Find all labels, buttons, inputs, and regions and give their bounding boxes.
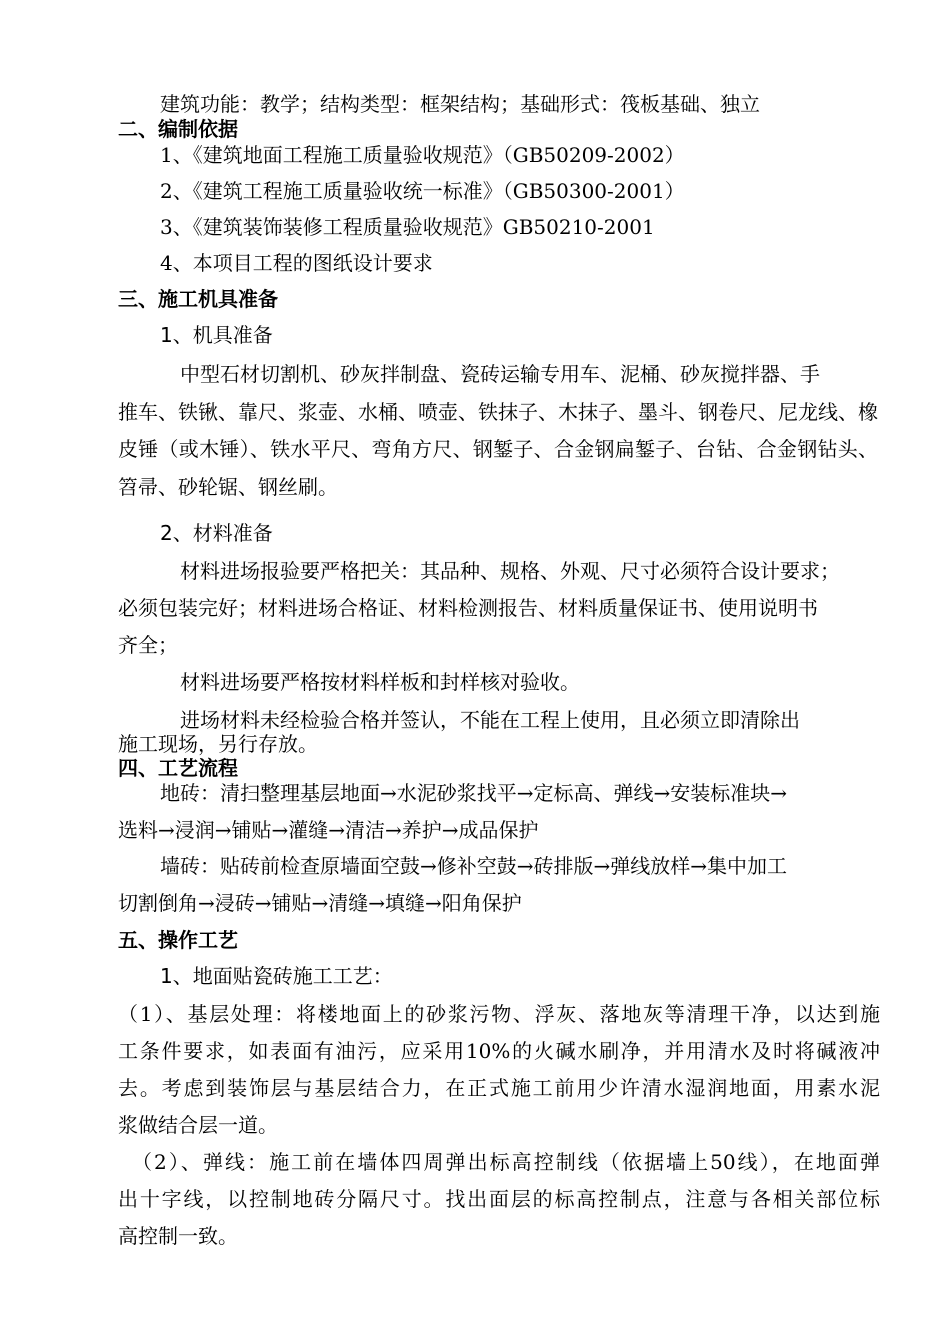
- paragraph-line: 材料进场报验要严格把关：其品种、规格、外观、尺寸必须符合设计要求；: [180, 559, 840, 583]
- paragraph-line: 齐全；: [118, 633, 178, 657]
- paragraph-line: 材料进场要严格按材料样板和封样核对验收。: [180, 670, 580, 694]
- process-line: 墙砖：贴砖前检查原墙面空鼓→修补空鼓→砖排版→弹线放样→集中加工: [160, 854, 788, 878]
- paragraph-line: （1）、基层处理：将楼地面上的砂浆污物、浮灰、落地灰等清理干净，以达到施: [118, 1002, 880, 1026]
- paragraph-line: 推车、铁锹、靠尺、浆壶、水桶、喷壶、铁抹子、木抹子、墨斗、钢卷尺、尼龙线、橡: [118, 400, 878, 424]
- section-heading-2: 二、编制依据: [118, 117, 238, 141]
- paragraph-line: 出十字线，以控制地砖分隔尺寸。找出面层的标高控制点，注意与各相关部位标: [118, 1187, 880, 1211]
- paragraph-line: （2）、弹线：施工前在墙体四周弹出标高控制线（依据墙上50线），在地面弹: [132, 1150, 880, 1174]
- intro-line: 建筑功能：教学；结构类型：框架结构；基础形式：筏板基础、独立: [160, 92, 760, 116]
- section-heading-4: 四、工艺流程: [118, 756, 238, 780]
- subheading: 1、机具准备: [160, 323, 273, 347]
- subheading: 2、材料准备: [160, 521, 273, 545]
- process-line: 选料→浸润→铺贴→灌缝→清洁→养护→成品保护: [118, 818, 539, 842]
- reference-item: 3、《建筑装饰装修工程质量验收规范》GB50210-2001: [160, 215, 655, 239]
- paragraph-line: 必须包装完好；材料进场合格证、材料检测报告、材料质量保证书、使用说明书: [118, 596, 818, 620]
- section-heading-3: 三、施工机具准备: [118, 287, 278, 311]
- reference-item: 4、本项目工程的图纸设计要求: [160, 251, 433, 275]
- paragraph-line: 笤帚、砂轮锯、钢丝刷。: [118, 475, 338, 499]
- paragraph-line: 去。考虑到装饰层与基层结合力，在正式施工前用少许清水湿润地面，用素水泥: [118, 1076, 880, 1100]
- section-heading-5: 五、操作工艺: [118, 928, 238, 952]
- paragraph-line: 中型石材切割机、砂灰拌制盘、瓷砖运输专用车、泥桶、砂灰搅拌器、手: [180, 362, 820, 386]
- reference-item: 2、《建筑工程施工质量验收统一标准》（GB50300-2001）: [160, 179, 685, 203]
- paragraph-line: 施工现场，另行存放。: [118, 732, 318, 756]
- subheading: 1、地面贴瓷砖施工工艺：: [160, 964, 393, 988]
- process-line: 切割倒角→浸砖→铺贴→清缝→填缝→阳角保护: [118, 891, 522, 915]
- reference-item: 1、《建筑地面工程施工质量验收规范》（GB50209-2002）: [160, 143, 685, 167]
- paragraph-line: 进场材料未经检验合格并签认，不能在工程上使用，且必须立即清除出: [180, 708, 800, 732]
- paragraph-line: 浆做结合层一道。: [118, 1113, 278, 1137]
- paragraph-line: 高控制一致。: [118, 1224, 238, 1248]
- process-line: 地砖：清扫整理基层地面→水泥砂浆找平→定标高、弹线→安装标准块→: [160, 781, 788, 805]
- paragraph-line: 皮锤（或木锤）、铁水平尺、弯角方尺、钢錾子、合金钢扁錾子、台钻、合金钢钻头、: [118, 437, 878, 461]
- paragraph-line: 工条件要求，如表面有油污，应采用10%的火碱水刷净，并用清水及时将碱液冲: [118, 1039, 880, 1063]
